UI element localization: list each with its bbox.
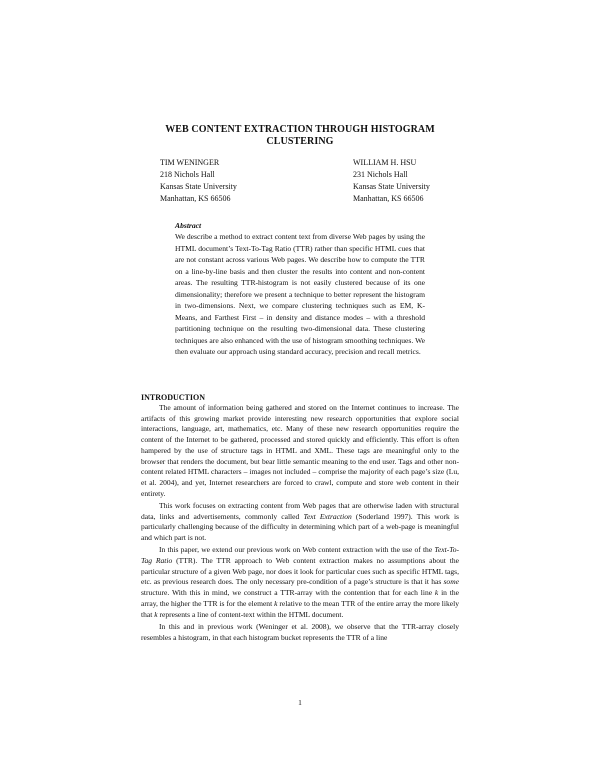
abstract xyxy=(175,220,425,357)
abstract-heading: Abstract xyxy=(175,221,202,230)
paragraph-2-text: (Soderland 1997). This work is particularly challenging because of the difficulty in determining which part of a web-page is meaningful and which part is not. xyxy=(141,511,459,543)
title-line-1: WEB CONTENT EXTRACTION THROUGH HISTOGRAM xyxy=(165,124,435,135)
title-line-2: CLUSTERING xyxy=(266,136,334,147)
author-block-1 xyxy=(160,157,290,205)
paragraph-2-text: This work focuses on extracting content from Web pages that are otherwise laden with structural data, links and advertisements, commonly called xyxy=(141,500,459,521)
paragraph-1: The amount of information being gathered and stored on the Internet continues to increase. The artifacts of this growing market provide interesting new research opportunities that explore social interactions, language, art, mathematics, etc. Many of these new research opportunities require the content of the Internet to be gathered, processed and stored quickly and efficiently. This effort is often hampered by the use of structure tags in HTML and XML. These tags are meaningful only to the browser that renders the document, but bear little semantic meaning to the end user. Tags and other non-content related HTML characters – images not included – comprise the majority of each page’s size (Lu, et al. 2004), and yet, Internet researchers are forced to crawl, compute and store web content in their entirety. xyxy=(141,403,459,498)
emphasis-k: k xyxy=(154,609,158,619)
emphasis-ttr: Text-To-Tag Ratio xyxy=(141,545,459,566)
author-city: Manhattan, KS 66506 xyxy=(353,194,424,203)
emphasis-some: some xyxy=(443,577,459,587)
author-city: Manhattan, KS 66506 xyxy=(160,194,231,203)
emphasis-k: k xyxy=(434,588,439,598)
author-institution: Kansas State University xyxy=(160,182,237,191)
paragraph-3 xyxy=(141,545,459,620)
paragraph-2 xyxy=(141,501,459,544)
author-name: TIM WENINGER xyxy=(160,158,220,167)
author-address: 218 Nichols Hall xyxy=(160,170,215,179)
paragraph-3-text: represents a line of content-text within the HTML document. xyxy=(157,609,344,619)
paragraph-3-text: structure. With this in mind, we construct a TTR-array with the contention that for each line xyxy=(141,588,435,598)
paragraph-3-text: in the array, the higher the TTR is for the element xyxy=(141,588,459,608)
paragraph-3-text: (TTR). The TTR approach to Web content extraction makes no assumptions about the particular structure of a given Web page, nor does it look for particular cues such as specific HTML tags, etc. as previous research does. The only necessary pre-condition of a page’s structure is that it has xyxy=(141,556,459,587)
abstract-text: We describe a method to extract content text from diverse Web pages by using the HTML document’s Text-To-Tag Ratio (TTR) rather than specific HTML cues that are not constant across various Web pages. We describe how to compute the TTR on a line-by-line basis and then cluster the results into content and non-content areas. The resulting TTR-histogram is not easily clustered because of its one dimensionality; therefore we present a technique to better represent the histogram in two-dimensions. Next, we compare clustering techniques such as EM, K-Means, and Farthest First – in density and distance modes – with a threshold partitioning technique on the resulting two-dimensional data. These clustering techniques are also enhanced with the use of histogram smoothing techniques. We then evaluate our approach using standard accuracy, precision and recall metrics. xyxy=(175,232,425,356)
author-block-2 xyxy=(353,157,483,205)
emphasis-text-extraction: Text Extraction xyxy=(303,511,352,521)
paragraph-3-text: relative to the mean TTR of the entire array the more likely that xyxy=(141,598,459,619)
introduction-body xyxy=(141,403,459,643)
page-number: 1 xyxy=(298,698,302,707)
emphasis-k: k xyxy=(274,598,278,608)
paper-title xyxy=(150,124,450,148)
paragraph-3-text: In this paper, we extend our previous work on Web content extraction with the use of the xyxy=(159,545,435,555)
author-name: WILLIAM H. HSU xyxy=(353,158,417,167)
author-address: 231 Nichols Hall xyxy=(353,170,408,179)
section-heading-introduction: INTRODUCTION xyxy=(141,393,206,402)
author-institution: Kansas State University xyxy=(353,182,430,191)
paragraph-4: In this and in previous work (Weninger et al. 2008), we observe that the TTR-array closely resembles a histogram, in that each histogram bucket represents the TTR of a line xyxy=(141,621,459,642)
